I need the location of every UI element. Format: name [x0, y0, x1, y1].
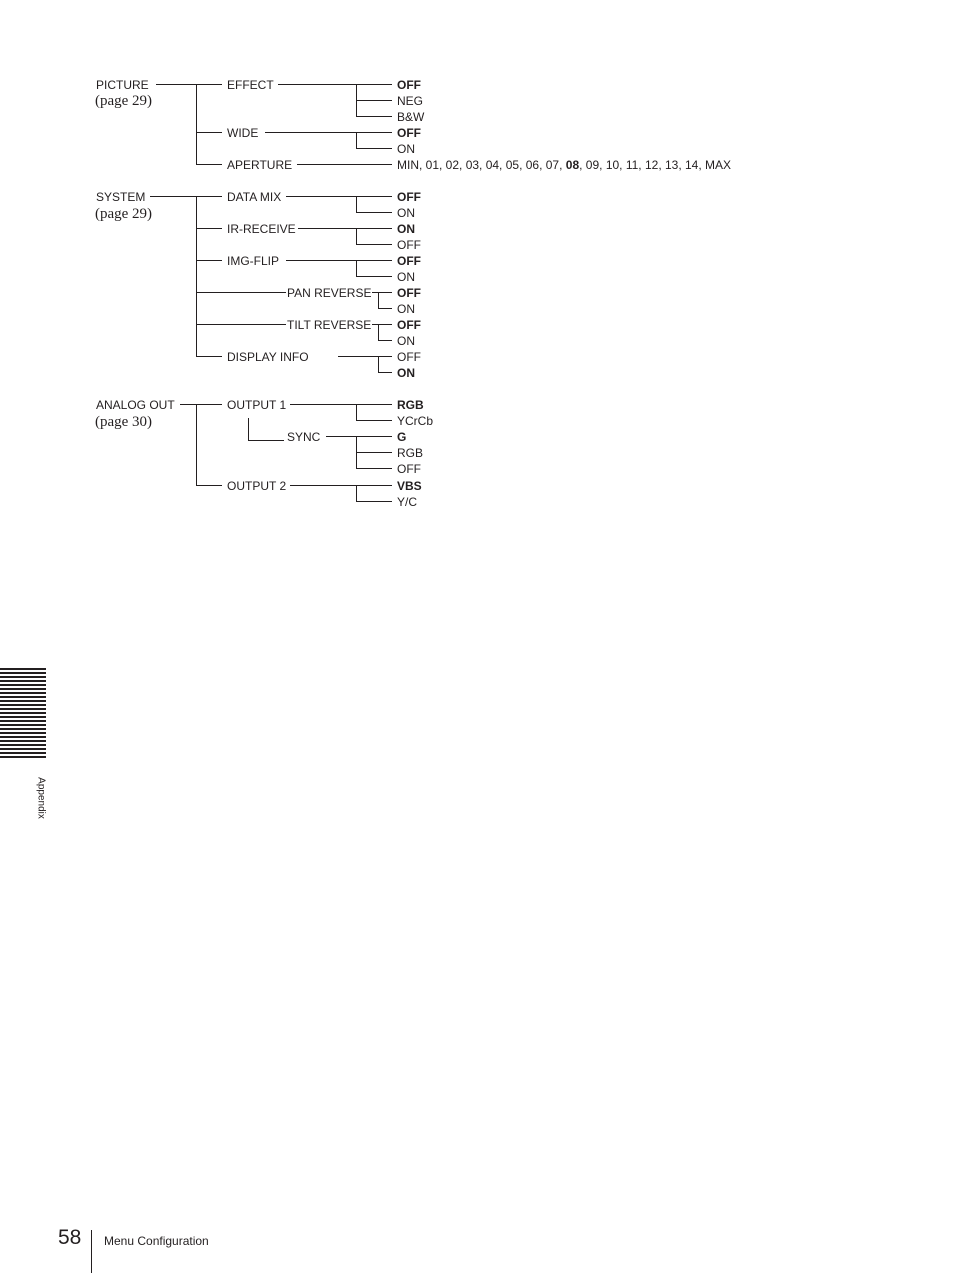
wide-option-off: OFF [397, 126, 421, 140]
output2-option-yc: Y/C [397, 495, 418, 509]
ir-receive-option-on: ON [397, 222, 415, 236]
data-mix-option-on: ON [397, 206, 415, 220]
analog-out-branch [95, 398, 433, 509]
section-label-appendix: Appendix [35, 777, 47, 819]
img-flip-option-off: OFF [397, 254, 421, 268]
wide-option-on: ON [397, 142, 415, 156]
page-number: 58 [58, 1226, 82, 1249]
effect-option-bw: B&W [397, 110, 425, 124]
system-branch [95, 190, 421, 380]
system-label: SYSTEM [96, 190, 146, 204]
display-info-label: DISPLAY INFO [227, 350, 309, 364]
picture-page-ref: (page 29) [95, 93, 153, 109]
display-info-option-on: ON [397, 366, 415, 380]
display-info-option-off: OFF [397, 350, 421, 364]
effect-option-off: OFF [397, 78, 421, 92]
sync-option-off: OFF [397, 462, 421, 476]
data-mix-option-off: OFF [397, 190, 421, 204]
wide-label: WIDE [227, 126, 259, 140]
sync-option-g: G [397, 430, 407, 444]
picture-label: PICTURE [96, 78, 149, 92]
tilt-reverse-label: TILT REVERSE [287, 318, 372, 332]
aperture-label: APERTURE [227, 158, 293, 172]
effect-option-neg: NEG [397, 94, 424, 108]
section-thumb-index [0, 668, 46, 760]
pan-reverse-label: PAN REVERSE [287, 286, 372, 300]
output2-option-vbs: VBS [397, 479, 422, 493]
effect-label: EFFECT [227, 78, 274, 92]
analog-out-page-ref: (page 30) [95, 414, 153, 430]
img-flip-option-on: ON [397, 270, 415, 284]
aperture-range-after: , 09, 10, 11, 12, 13, 14, MAX [579, 158, 732, 172]
aperture-range-before: MIN, 01, 02, 03, 04, 05, 06, 07, [397, 158, 566, 172]
output2-label: OUTPUT 2 [227, 479, 287, 493]
system-page-ref: (page 29) [95, 206, 153, 222]
sync-option-rgb: RGB [397, 446, 424, 460]
picture-branch [95, 78, 731, 172]
ir-receive-label: IR-RECEIVE [227, 222, 296, 236]
footer-title: Menu Configuration [104, 1234, 209, 1248]
ir-receive-option-off: OFF [397, 238, 421, 252]
img-flip-label: IMG-FLIP [227, 254, 280, 268]
output1-label: OUTPUT 1 [227, 398, 287, 412]
aperture-values [397, 158, 731, 172]
output1-option-ycrcb: YCrCb [397, 414, 434, 428]
menu-tree-diagram [0, 0, 954, 560]
tilt-reverse-option-on: ON [397, 334, 415, 348]
footer-divider [91, 1230, 92, 1273]
analog-out-label: ANALOG OUT [96, 398, 175, 412]
tilt-reverse-option-off: OFF [397, 318, 421, 332]
pan-reverse-option-on: ON [397, 302, 415, 316]
aperture-default: 08 [565, 158, 580, 172]
data-mix-label: DATA MIX [227, 190, 282, 204]
sync-label: SYNC [287, 430, 321, 444]
pan-reverse-option-off: OFF [397, 286, 421, 300]
output1-option-rgb: RGB [397, 398, 424, 412]
